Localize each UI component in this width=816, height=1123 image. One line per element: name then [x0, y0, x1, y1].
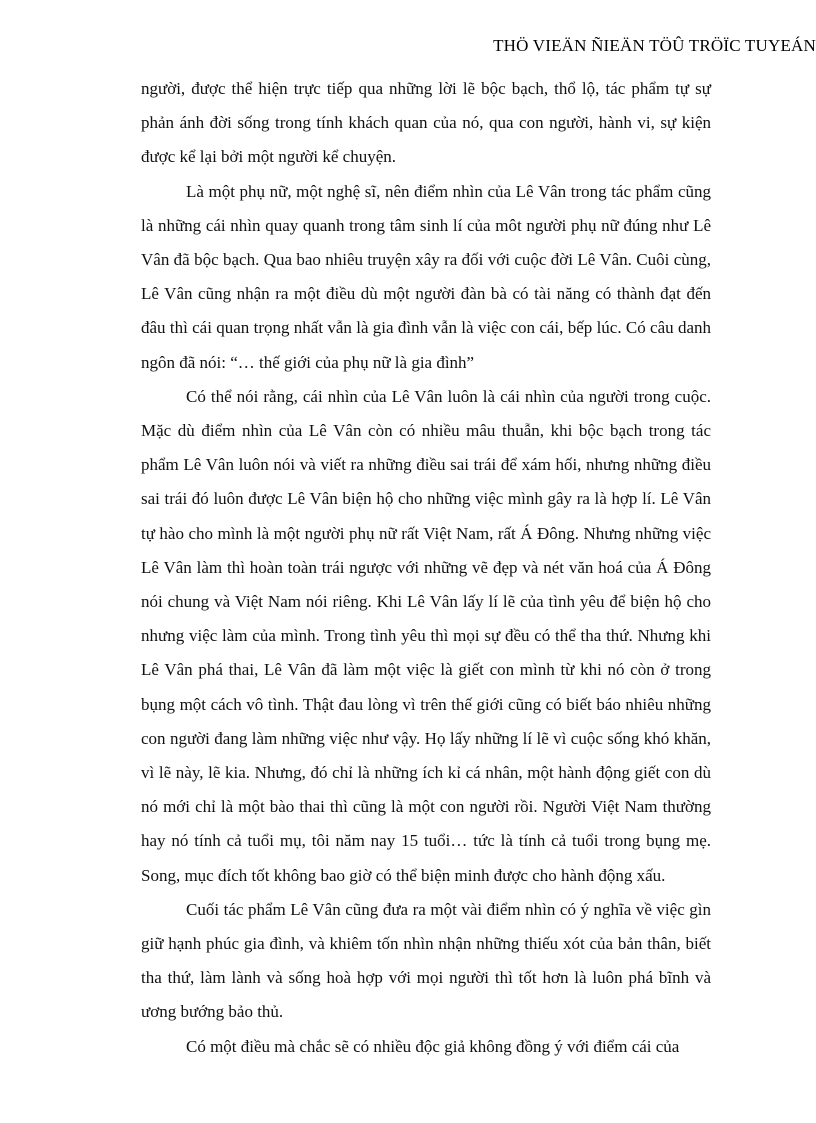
document-body [141, 72, 711, 1064]
paragraph-1: người, được thể hiện trực tiếp qua những lời lẽ bộc bạch, thổ lộ, tác phẩm tự sự phản ánh đời sống trong tính khách quan của nó, qua con người, hành vi, sự kiện được kể lại bởi một người kể chuyện. [141, 79, 711, 167]
paragraph-2: Là một phụ nữ, một nghệ sĩ, nên điểm nhìn của Lê Vân trong tác phẩm cũng là những cái nhìn quay quanh trong tâm sinh lí của môt người phụ nữ đúng như Lê Vân đã bộc bạch. Qua bao nhiêu truyện xây ra đối với cuộc đời Lê Vân. Cuôi cùng, Lê Vân cũng nhận ra một điều dù một người đàn bà có tài năng có thành đạt đến đâu thì cái quan trọng nhất vẫn là gia đình vẫn là việc con cái, bếp lúc. Có câu danh ngôn đã nói: “… thế giới của phụ nữ là gia đình” [141, 181, 711, 372]
paragraph-3: Có thể nói rằng, cái nhìn của Lê Vân luôn là cái nhìn của người trong cuộc. Mặc dù điểm nhìn của Lê Vân còn có nhiều mâu thuẫn, khi bộc bạch trong tác phẩm Lê Vân luôn nói và viết ra những điều sai trái để xám hối, nhưng những điều sai trái đó luôn được Lê Vân biện hộ cho những việc mình gây ra là hợp lí. Lê Vân tự hào cho mình là một người phụ nữ rất Việt Nam, rất Á Đông. Nhưng những việc Lê Vân làm thì hoàn toàn trái ngược với những vẽ đẹp và nét văn hoá của Á Đông nói chung và Việt Nam nói riêng. Khi Lê Vân lấy lí lẽ của tình yêu để biện hộ cho nhưng việc làm của mình. Trong tình yêu thì mọi sự đều có thể tha thứ. Nhưng khi Lê Vân phá thai, Lê Vân đã làm một việc là giết con mình từ khi nó còn ở trong bụng một cách vô tình. Thật đau lòng vì trên thế giới cũng có biết báo nhiêu những con người đang làm những việc như vậy. Họ lấy những lí lẽ vì cuộc sống khó khăn, vì lẽ này, lẽ kia. Nhưng, đó chỉ là những ích kỉ cá nhân, một hành động giết con dù nó mới chỉ là một bào thai thì cũng là một con người rồi. Người Việt Nam thường hay nó tính cả tuổi mụ, tôi năm nay 15 tuổi… tức là tính cả tuổi trong bụng mẹ. Song, mục đích tốt không bao giờ có thể biện minh được cho hành động xấu. [141, 386, 711, 885]
paragraph-4: Cuối tác phẩm Lê Vân cũng đưa ra một vài điểm nhìn có ý nghĩa về việc gìn giữ hạnh phúc gia đình, và khiêm tốn nhìn nhận những thiếu xót của bản thân, biết tha thứ, làm lành và sống hoà hợp với mọi người thì tốt hơn là luôn phá bĩnh và ương bướng bảo thủ. [141, 899, 711, 1022]
library-header: THÖ VIEÄN ÑIEÄN TÖÛ TRÖÏC TUYEÁN [493, 36, 816, 55]
paragraph-5: Có một điều mà chắc sẽ có nhiều độc giả không đồng ý với điểm cái của [186, 1036, 680, 1056]
